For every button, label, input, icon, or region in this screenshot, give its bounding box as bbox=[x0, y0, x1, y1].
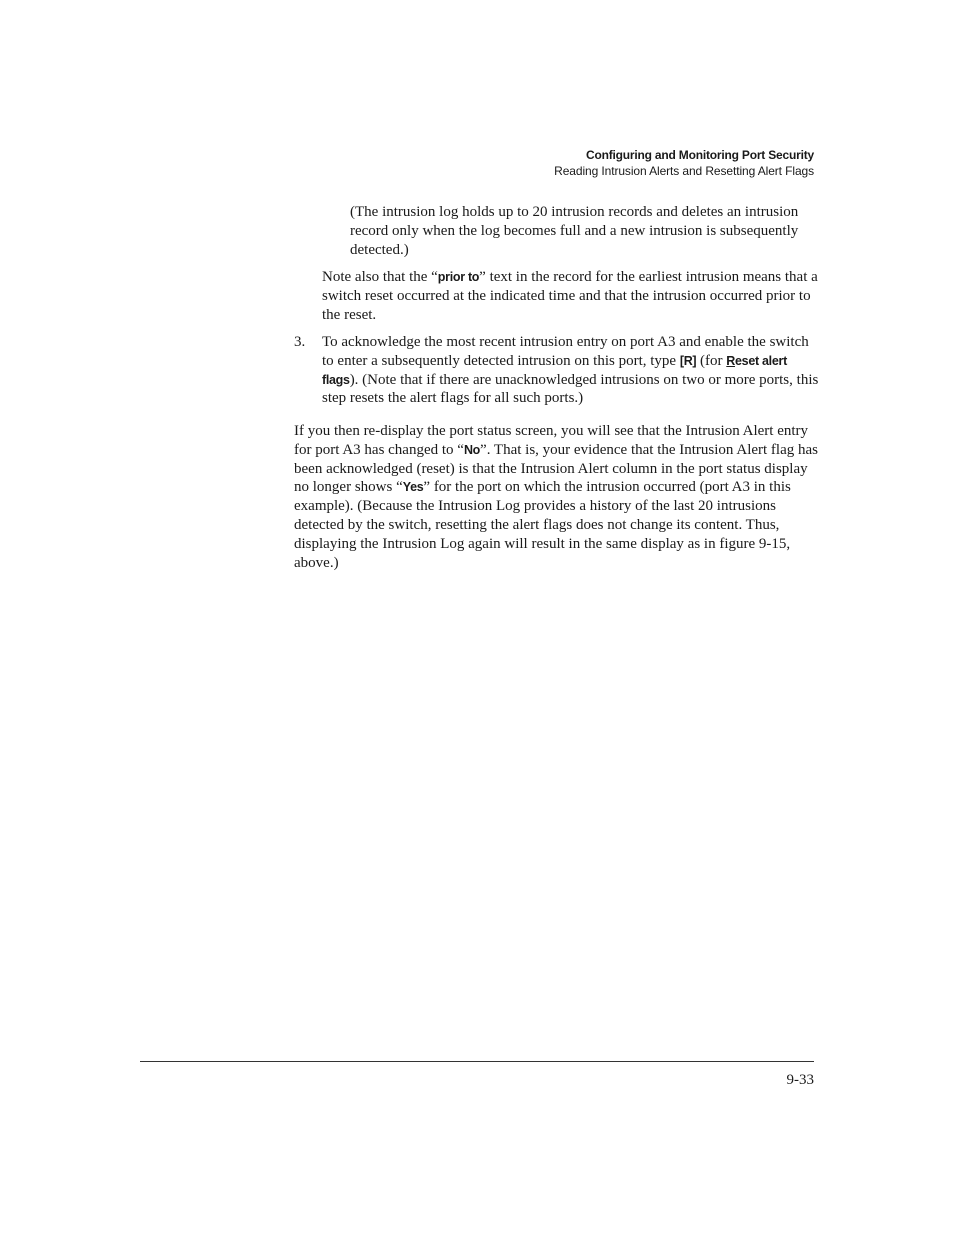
step-3-text-3: ). (Note that if there are unacknowledged intrusions on two or more ports, this step resets the alert flags for all such ports.) bbox=[322, 371, 819, 407]
prior-to-text-before: Note also that the “ bbox=[322, 269, 438, 285]
intrusion-log-note: (The intrusion log holds up to 20 intrusion records and deletes an intrusion record only when the log becomes full and a new intrusion is subsequently detected.) bbox=[350, 204, 799, 258]
prior-to-text-after: ” text in the record for the earliest intrusion means that a switch reset occurred at the indicated time and that the intrusion occurred prior to the reset. bbox=[322, 269, 818, 323]
redisplay-text-1: If you then re-display the port status screen, you will see that the Intrusion Alert entry for port A3 has changed to “ bbox=[294, 423, 809, 458]
reset-key: [R] bbox=[679, 353, 697, 368]
redisplay-text-3: ” for the port on which the intrusion occurred (port A3 in this example). (Because the Intrusion Log provides a history of the last 20 intrusions detected by the switch, resetting the alert flags does not change its content. Thus, displaying the Intrusion Log again will result in the same display as in figure 9-15, above.) bbox=[294, 479, 791, 571]
step-3 bbox=[294, 333, 820, 408]
command-hotkey-letter: R bbox=[726, 353, 736, 368]
running-header bbox=[554, 147, 814, 179]
step-3-content bbox=[322, 333, 820, 408]
prior-to-note bbox=[322, 268, 820, 324]
step-3-text-1: To acknowledge the most recent intrusion entry on port A3 and enable the switch to enter a subsequently detected intrusion on this port, type bbox=[322, 334, 809, 369]
footer-rule bbox=[140, 1061, 814, 1062]
yes-value: Yes bbox=[402, 480, 424, 495]
section-title: Reading Intrusion Alerts and Resetting Alert Flags bbox=[554, 164, 814, 178]
no-value: No bbox=[463, 442, 481, 457]
prior-to-term: prior to bbox=[437, 270, 480, 284]
redisplay-paragraph bbox=[294, 422, 820, 572]
step-number: 3. bbox=[294, 334, 306, 350]
step-3-text-2: (for bbox=[696, 352, 727, 369]
chapter-title: Configuring and Monitoring Port Security bbox=[586, 148, 814, 162]
page-number: 9-33 bbox=[786, 1072, 814, 1088]
redisplay-text-2: ”. That is, your evidence that the Intrusion Alert flag has been acknowledged (reset) is that the Intrusion Alert column in the port status display no longer shows “ bbox=[294, 441, 818, 496]
command-rest: eset alert flags bbox=[322, 353, 787, 387]
